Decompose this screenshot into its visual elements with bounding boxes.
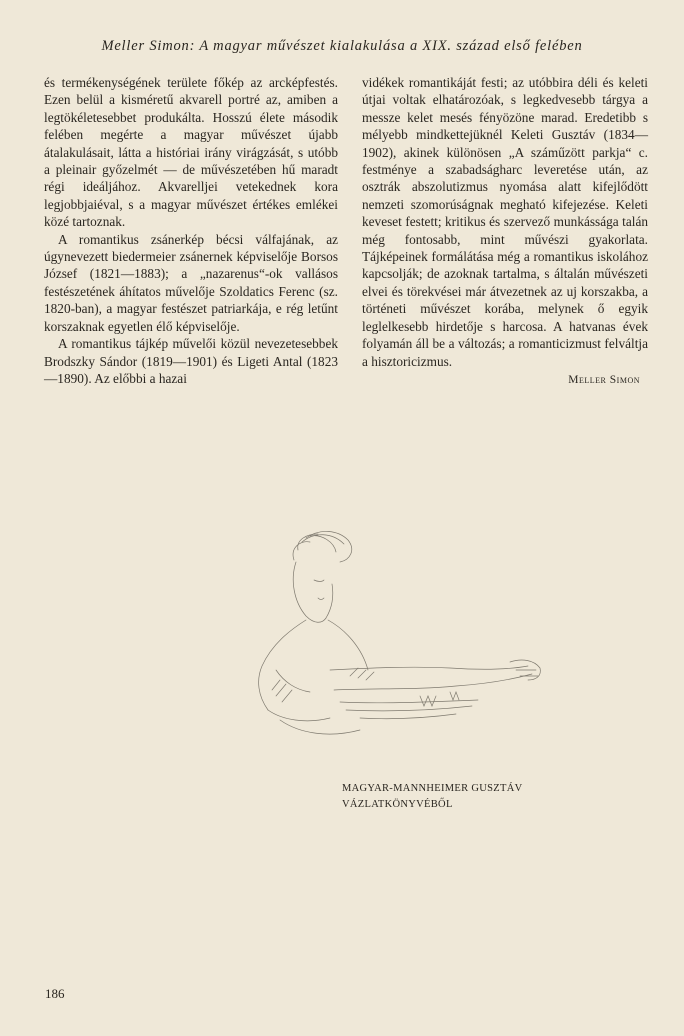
left-paragraph-1: és termékenységének területe főkép az arcképfestés. Ezen belül a kisméretű akvarell portré az, amiben a legtökéletesebbet produkálta. Hosszú élete második felében megérte a magyar művészet újabb átalakulásait, látta a históriai irány virágzását, s utóbb a pleinair győzelmét — de művészetében hű maradt régi ideáljához. Akvarelljei vetekednek kora legjobbjaiéval, s a magyar művészet értékes emlékei közé tartoznak. bbox=[44, 75, 338, 230]
right-column bbox=[362, 74, 648, 389]
caption-line-2: VÁZLATKÖNYVÉBŐL bbox=[342, 799, 453, 810]
pencil-sketch-illustration bbox=[210, 520, 550, 770]
caption-line-1: MAGYAR-MANNHEIMER GUSZTÁV bbox=[342, 783, 523, 794]
left-paragraph-3: A romantikus tájkép művelői közül nevezetesebbek Brodszky Sándor (1819—1901) és Ligeti Antal (1823—1890). Az előbbi a hazai bbox=[44, 336, 338, 386]
left-column bbox=[44, 74, 338, 387]
right-paragraph-1: vidékek romantikáját festi; az utóbbira déli és keleti útjai voltak elhatározóak, s legkedvesebb tárgya a messze kelet mesés fényözöne marad. Eredetibb s mélyebb mindkettejüknél Keleti Gusztáv (1834—1902), akinek különösen „A száműzött parkja“ c. festménye a szabadságharc leveretése után, az osztrák abszolutizmus nyomása alatt kifejlődött nemzeti szomorúságnak megható kifejezése. Keleti keveset festett; kritikus és szervező munkássága talán még fontosabb, mint művészi gyakorlata. Tájképeinek formálátása még a romantikus iskolához kapcsolják; de azoknak tartalma, s általán művészeti elvei és törekvései már átvezetnek az uj korszakba, a történeti művészet korába, melynek ő egyik leglelkesebb hirdetője s harcosa. A hatvanas évek folyamán áll be a változás; a romanticizmust felváltja a hisztoricizmus. bbox=[362, 75, 648, 369]
author-signature: Meller Simon bbox=[568, 373, 640, 386]
left-paragraph-2: A romantikus zsánerkép bécsi válfajának, az úgynevezett biedermeier zsánernek képviselője Borsos József (1821—1883); a „nazarenus“-ok vallásos festészetének áhítatos művelője Szoldatics Ferenc (sz. 1820-ban), a magyar festészet patriarkája, e rég letűnt korszaknak egyetlen élő képviselője. bbox=[44, 231, 338, 334]
figure-caption bbox=[342, 781, 522, 813]
page-number: 186 bbox=[45, 986, 65, 1001]
running-header: Meller Simon: A magyar művészet kialakulása a XIX. század első felében bbox=[101, 38, 583, 54]
